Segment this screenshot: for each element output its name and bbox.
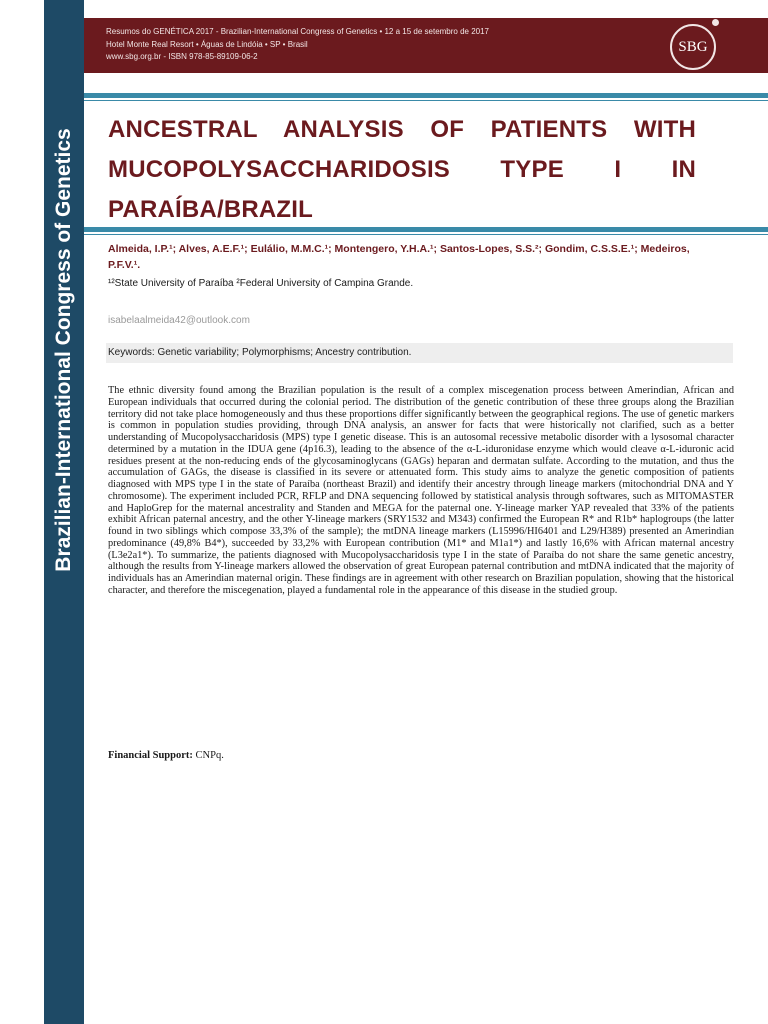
support-label: Financial Support:: [108, 750, 193, 761]
header-info: [106, 26, 489, 64]
header-line-venue: Hotel Monte Real Resort • Águas de Lindóia • SP • Brasil: [106, 39, 308, 49]
author-list: Almeida, I.P.¹; Alves, A.E.F.¹; Eulálio, M.M.C.¹; Montengero, Y.H.A.¹; Santos-Lopes, S.S.²; Gondim, C.S.S.E.¹; Medeiros, P.F.V.¹.: [108, 243, 690, 271]
financial-support: [108, 750, 224, 761]
keywords-box: Keywords: Genetic variability; Polymorphisms; Ancestry contribution.: [106, 343, 733, 363]
abstract-text: The ethnic diversity found among the Brazilian population is the result of a complex miscegenation process between Amerindian, African and European individuals that occurred during the colonial period. The distribution of the genetic contribution of these three groups along the Brazilian territory did not take place homogeneously and thus these proportions differ significantly between the geographical regions. The use of genetic markers is common in population studies providing, through DNA analysis, an answer for facts that were historically not clarified, such as a better understanding of Mucopolysaccharidosis (MPS) type I genetic disease. This is an autosomal recessive metabolic disorder with a lysosomal character determined by a mutation in the IDUA gene (4p16.3), leading to the absence of the α-L-iduronidase enzyme which would cleave α-L-iduronic acid residues present at the non-reducing ends of the glycosaminoglycans (GAGs) heparan and dermatan sulfate. According to the mutation, and thus the accumulation of GAGs, the disease is classified in its severe or attenuated form. This study aims to analyze the genetic composition of patients diagnosed with MPS type I in the state of Paraíba (northeast Brazil) and identify their ancestry through lineage markers (mitochondrial DNA and Y chromosome). The experiment included PCR, RFLP and DNA sequencing followed by statistical analysis through softwares, such as MITOMASTER and HaploGrep for the maternal ancestrality and Standen and MEGA for the paternal one. Y-lineage marker YAP revealed that 33% of the patients exhibit African paternal ancestry, and the other Y-lineage markers (SRY1532 and M343) confirmed the European R* and R1b* haplogroups (the latter found in two siblings which compose 33,3% of the sample); the mtDNA lineage markers (L15996/HI6401 and L29/H389) presented an Amerindian predominance (49,8% B4*), succeeded by 33,2% with European contribution (M1* and M1a1*) and lastly 16,6% with African maternal ancestry (L3e2a1*). To summarize, the patients diagnosed with Mucopolysaccharidosis type I in the state of Paraíba do not share the same genetic ancestry, although the results from Y-lineage markers allowed the observation of great European paternal contribution and mtDNA indicated that the majority of individuals has an Amerindian maternal origin. These findings are in agreement with other research on Brazilian population, showing that the historical character, and therefore the miscegenation, played a fundamental role in the appearance of this disease in the studied group.: [108, 385, 734, 596]
sbg-logo: SBG: [670, 24, 716, 70]
header-line-event: Resumos do GENÉTICA 2017 - Brazilian-International Congress of Genetics • 12 a 15 de setembro de 2017: [106, 27, 490, 36]
title-bottom-rule: [84, 227, 768, 232]
sidebar-congress-name: Brazilian-International Congress of Genetics: [52, 128, 75, 572]
affiliations: ¹²State University of Paraíba ²Federal University of Campina Grande.: [108, 278, 414, 289]
title-bottom-rule-thin: [84, 234, 768, 235]
logo-dot: [712, 19, 719, 26]
paper-title: ANCESTRAL ANALYSIS OF PATIENTS WITH MUCOPOLYSACCHARIDOSIS TYPE I IN PARAÍBA/BRAZIL: [108, 116, 696, 223]
support-value: CNPq.: [192, 750, 224, 761]
title-top-rule-thin: [84, 100, 768, 101]
contact-email: isabelaalmeida42@outlook.com: [108, 315, 250, 326]
title-top-rule: [84, 93, 768, 98]
header-line-isbn: www.sbg.org.br - ISBN 978-85-89109-06-2: [106, 52, 258, 61]
